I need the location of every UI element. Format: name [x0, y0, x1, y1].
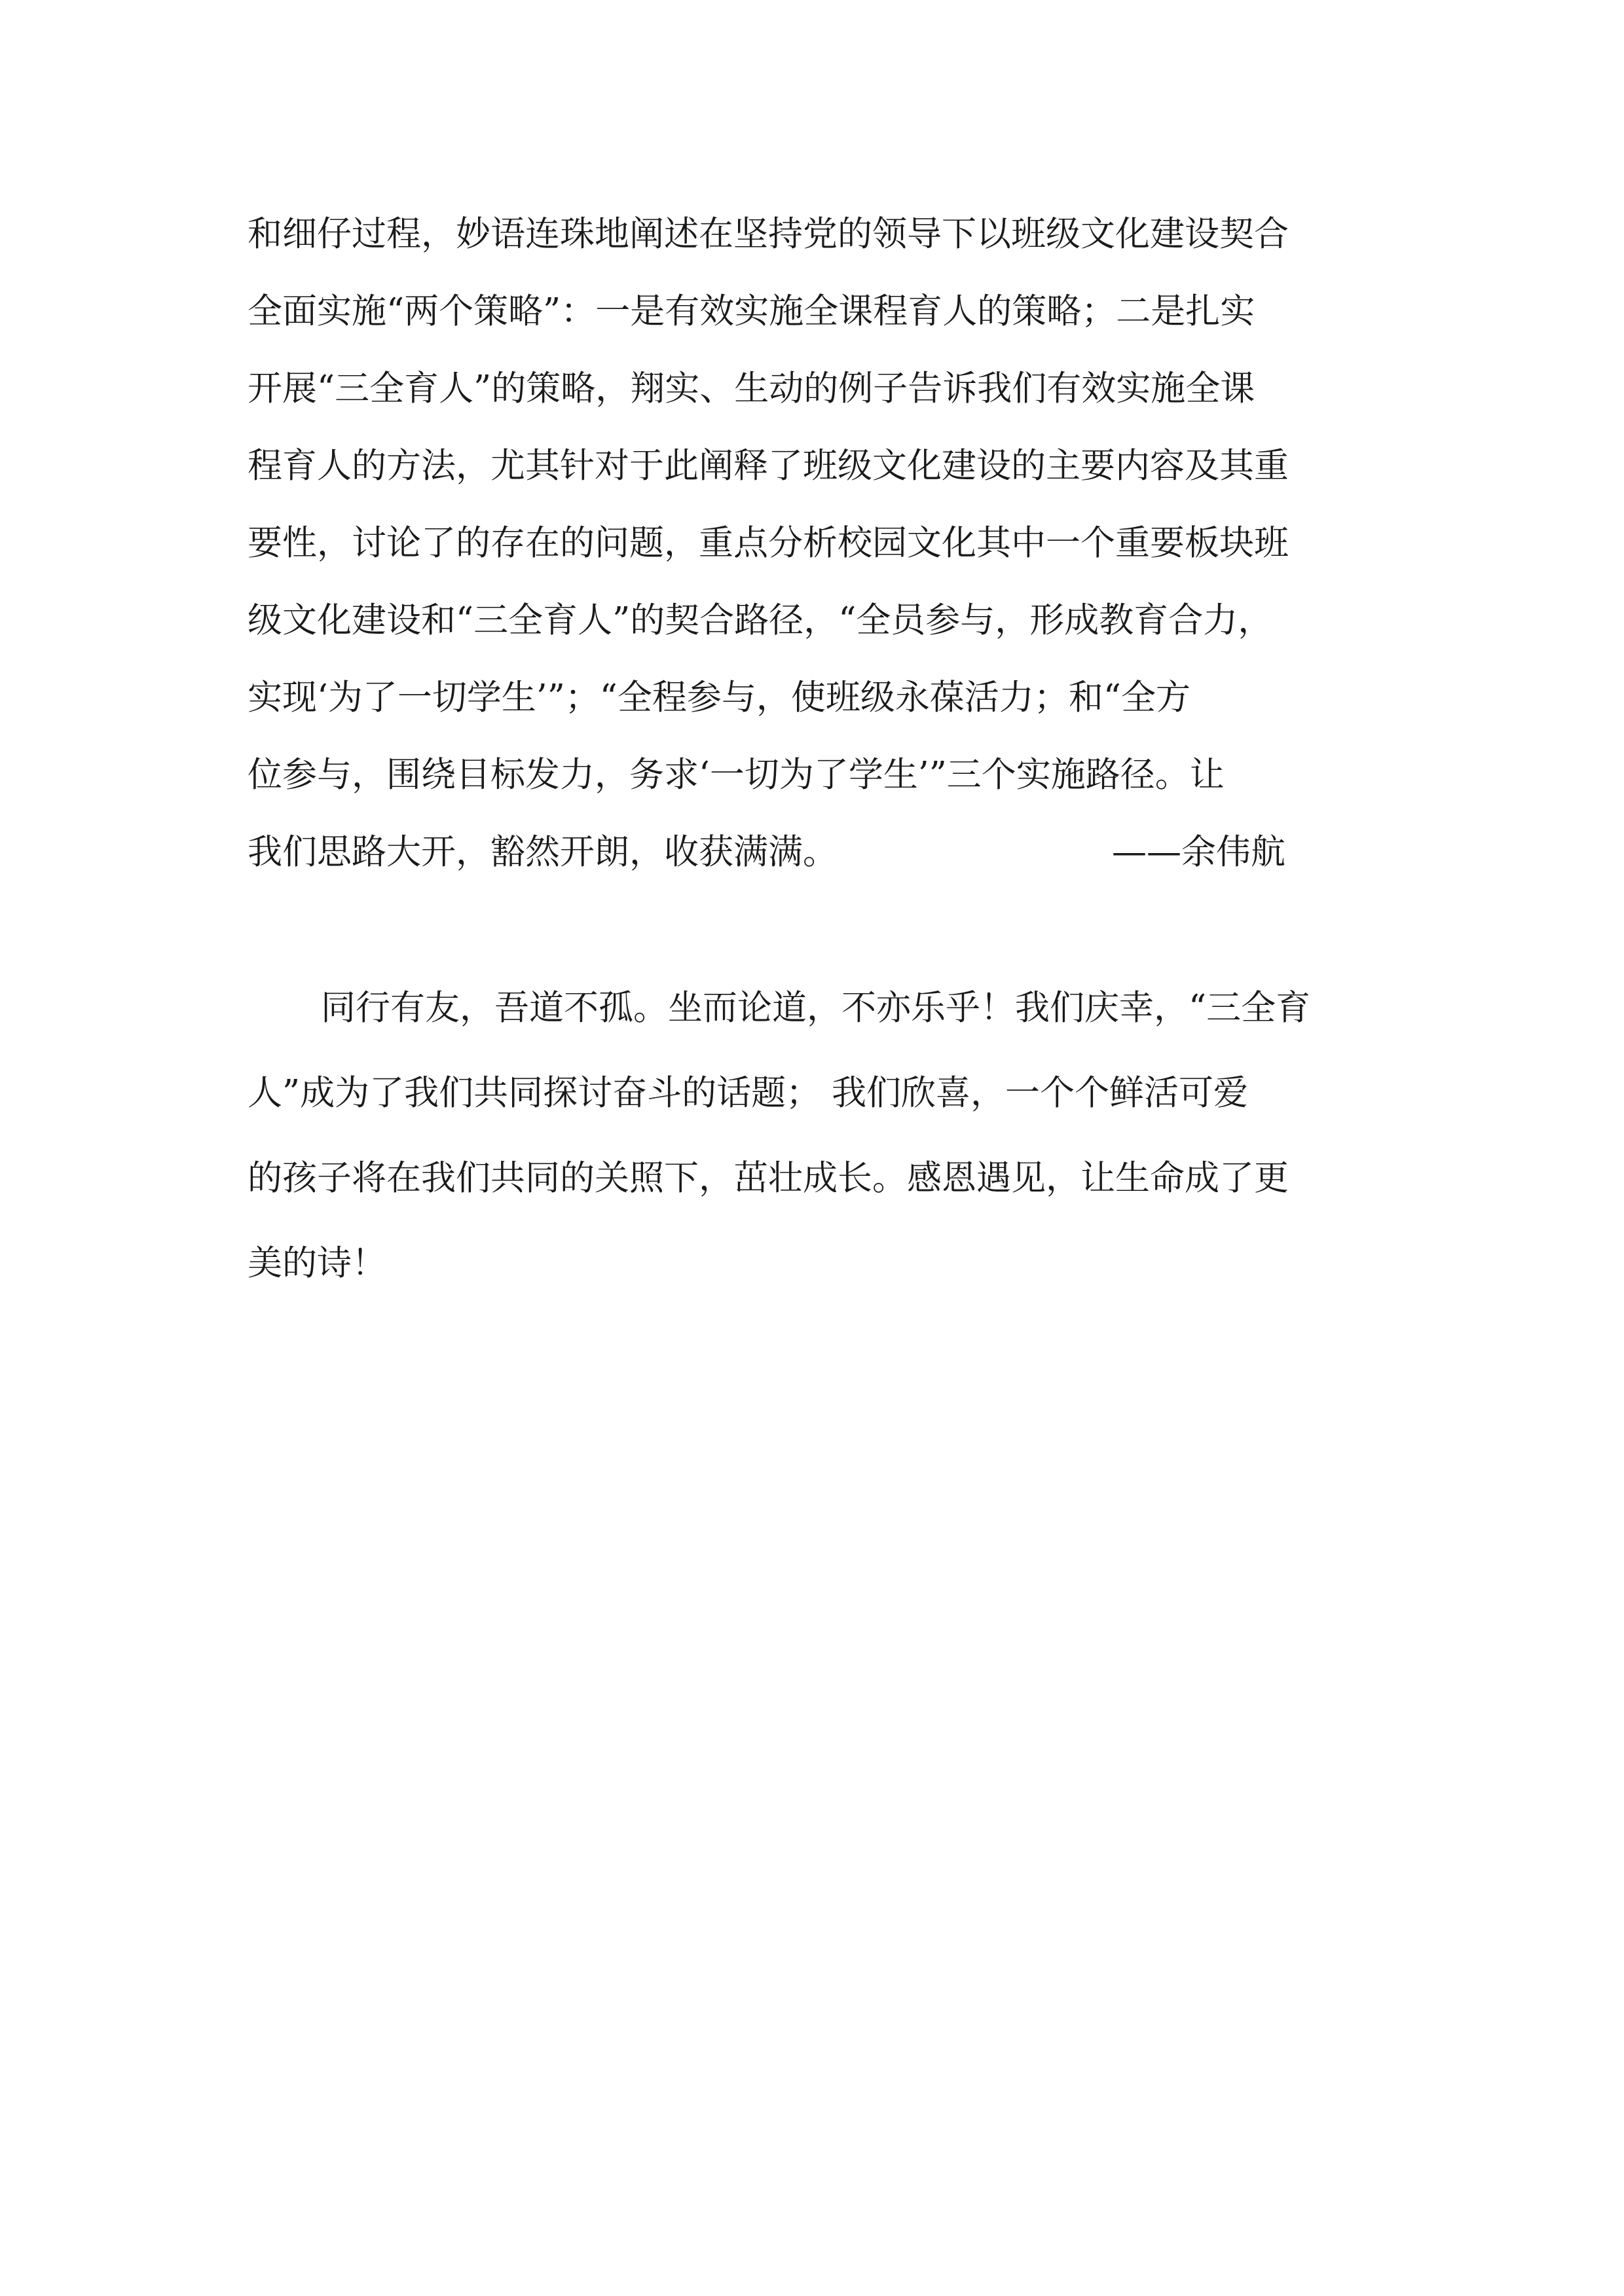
paragraph-2-line-3: 的孩子将在我们共同的关照下，茁壮成长。感恩遇见，让生命成了更 [248, 1158, 1289, 1198]
paragraph-1-line-6: 级文化建设和“三全育人”的契合路径，“全员参与，形成教育合力， [248, 600, 1273, 640]
paragraph-1-line-2: 全面实施“两个策略”：一是有效实施全课程育人的策略；二是扎实 [248, 291, 1255, 331]
author-signature: ——余伟航 [1112, 832, 1285, 872]
paragraph-1-line-1: 和细仔过程，妙语连珠地阐述在坚持党的领导下以班级文化建设契合 [248, 214, 1289, 254]
paragraph-1-line-5: 要性，讨论了的存在的问题，重点分析校园文化其中一个重要板块班 [248, 523, 1289, 563]
paragraph-1-line-3: 开展“三全育人”的策略，翔实、生动的例子告诉我们有效实施全课 [248, 369, 1255, 409]
paragraph-1-line-7: 实现‘为了一切学生’”；“全程参与，使班级永葆活力；和“全方 [248, 678, 1190, 718]
paragraph-2-line-1: 同行有友，吾道不孤。坐而论道，不亦乐乎！我们庆幸，“三全育 [321, 988, 1311, 1028]
paragraph-2-line-2: 人”成为了我们共同探讨奋斗的话题； 我们欣喜，一个个鲜活可爱 [248, 1073, 1248, 1113]
paragraph-2-line-4: 美的诗！ [248, 1243, 386, 1283]
paragraph-1-line-9: 我们思路大开，豁然开朗，收获满满。 [248, 832, 838, 872]
paragraph-1-line-4: 程育人的方法，尤其针对于此阐释了班级文化建设的主要内容及其重 [248, 446, 1289, 486]
paragraph-1-line-8: 位参与，围绕目标发力，务求‘一切为了学生’”三个实施路径。让 [248, 755, 1225, 795]
